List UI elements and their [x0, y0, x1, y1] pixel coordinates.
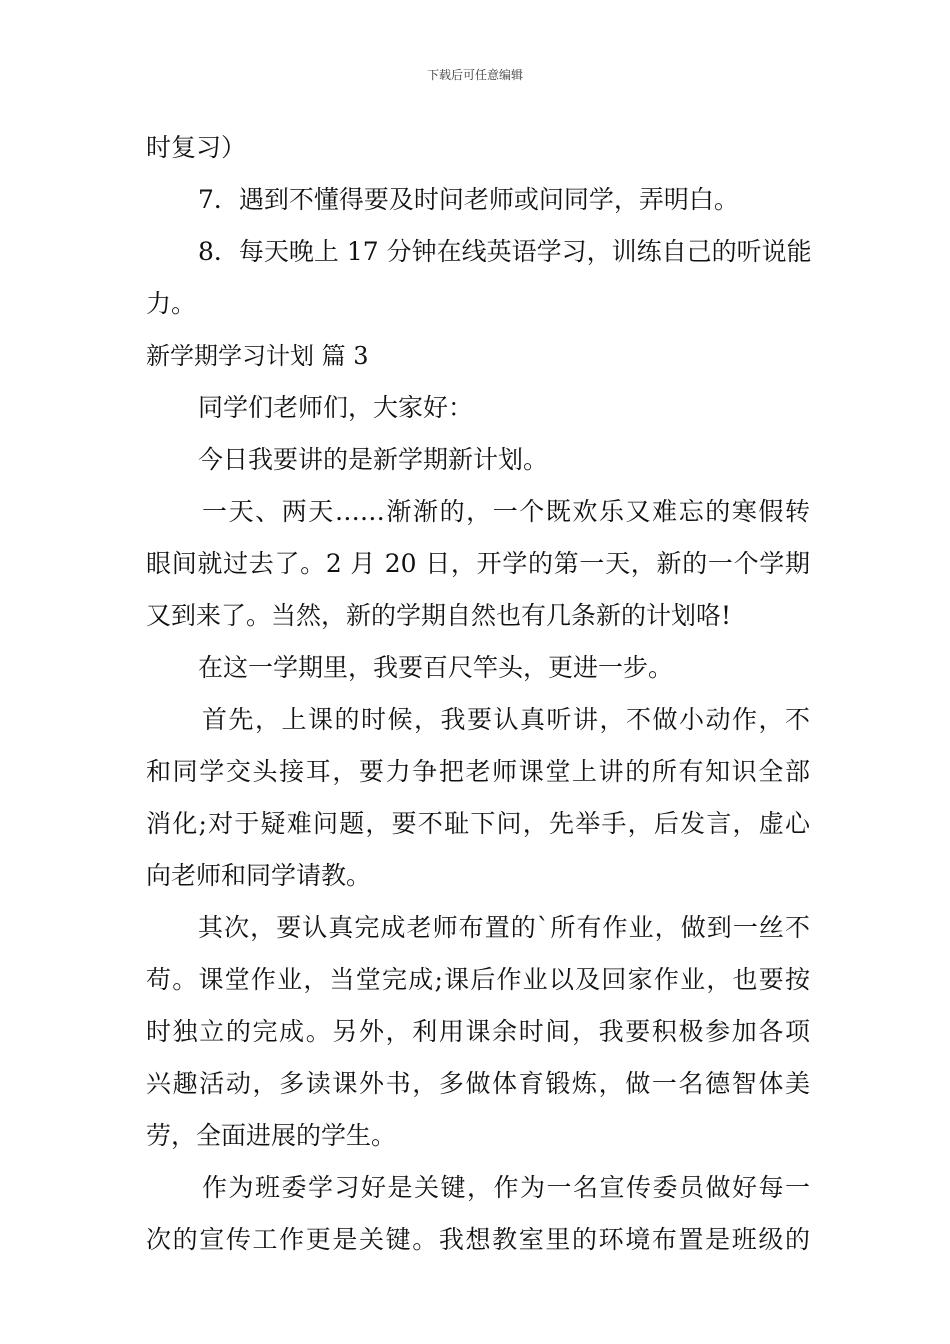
- text-line-13: 和同学交头接耳，要力争把老师课堂上讲的所有知识全部: [146, 757, 810, 786]
- text-line-11: 在这一学期里，我要百尺竿头，更进一步。: [198, 653, 674, 682]
- page-header-note: 下载后可任意编辑: [426, 68, 523, 82]
- text-line-2: 7．遇到不懂得要及时问老师或问同学，弄明白。: [198, 185, 739, 214]
- text-line-8: 一天、两天……渐渐的，一个既欢乐又难忘的寒假转: [202, 497, 810, 526]
- text-line-14: 消化;对于疑难问题，要不耻下问，先举手，后发言，虚心: [146, 809, 810, 838]
- section-heading: 新学期学习计划 篇 3: [146, 342, 369, 370]
- text-line-7: 今日我要讲的是新学期新计划。: [198, 445, 549, 474]
- text-line-12: 首先，上课的时候，我要认真听讲，不做小动作，不: [202, 705, 810, 734]
- text-line-16: 其次，要认真完成老师布置的`所有作业，做到一丝不: [198, 913, 810, 942]
- text-line-9: 眼间就过去了。2 月 20 日，开学的第一天，新的一个学期: [146, 549, 810, 578]
- text-line-20: 劳，全面进展的学生。: [146, 1121, 397, 1150]
- text-line-22: 次的宣传工作更是关键。我想教室里的环境布置是班级的: [146, 1225, 810, 1254]
- text-line-6: 同学们老师们，大家好：: [198, 393, 474, 422]
- text-line-18: 时独立的完成。另外，利用课余时间，我要积极参加各项: [146, 1017, 810, 1046]
- text-line-10: 又到来了。当然，新的学期自然也有几条新的计划咯!: [146, 601, 732, 630]
- text-line-21: 作为班委学习好是关键，作为一名宣传委员做好每一: [202, 1173, 810, 1202]
- document-body: [146, 122, 810, 1266]
- text-line-19: 兴趣活动，多读课外书，多做体育锻炼，做一名德智体美: [146, 1069, 810, 1098]
- text-line-1: 时复习）: [146, 133, 247, 162]
- text-line-15: 向老师和同学请教。: [146, 861, 372, 890]
- text-line-17: 苟。课堂作业，当堂完成;课后作业以及回家作业，也要按: [146, 965, 810, 994]
- text-line-4: 力。: [146, 289, 197, 318]
- text-line-3: 8．每天晚上 17 分钟在线英语学习，训练自己的听说能: [198, 237, 812, 266]
